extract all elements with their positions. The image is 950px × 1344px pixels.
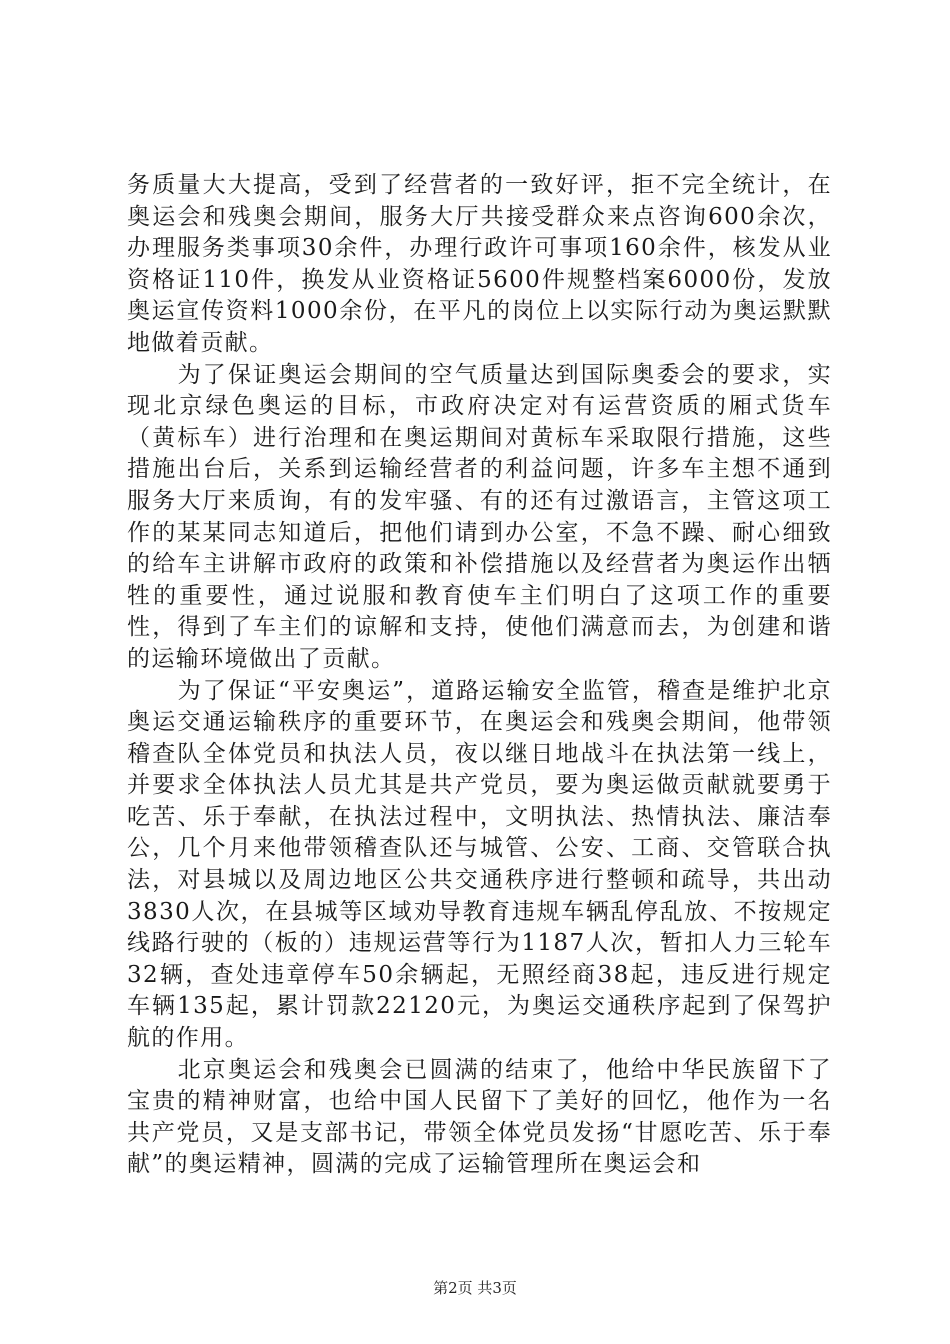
paragraph-green-olympics: 为了保证奥运会期间的空气质量达到国际奥委会的要求，实现北京绿色奥运的目标，市政府决定对有运营资质的厢式货车（黄标车）进行治理和在奥运期间对黄标车采取限行措施，这些措施出台后，关系到运输经营者的利益问题，许多车主想不通到服务大厅来质询，有的发牢骚、有的还有过激语言，主管这项工作的某某同志知道后，把他们请到办公室，不急不躁、耐心细致的给车主讲解市政府的政策和补偿措施以及经营者为奥运作出牺牲的重要性，通过说服和教育使车主们明白了这项工作的重要性，得到了车主们的谅解和支持，使他们满意而去，为创建和谐的运输环境做出了贡献。 bbox=[127, 361, 832, 672]
paragraph-continued: 务质量大大提高，受到了经营者的一致好评，拒不完全统计，在奥运会和残奥会期间，服务大厅共接受群众来点咨询600余次，办理服务类事项30余件，办理行政许可事项160余件，核发从业资格证110件，换发从业资格证5600件规整档案6000份，发放奥运宣传资料1000余份，在平凡的岗位上以实际行动为奥运默默地做着贡献。 bbox=[127, 172, 832, 356]
paragraph-safe-olympics: 为了保证“平安奥运”，道路运输安全监管，稽查是维护北京奥运交通运输秩序的重要环节，在奥运会和残奥会期间，他带领稽查队全体党员和执法人员，夜以继日地战斗在执法第一线上，并要求全体执法人员尤其是共产党员，要为奥运做贡献就要勇于吃苦、乐于奉献，在执法过程中，文明执法、热情执法、廉洁奉公，几个月来他带领稽查队还与城管、公安、工商、交管联合执法，对县城以及周边地区公共交通秩序进行整顿和疏导，共出动3830人次，在县城等区域劝导教育违规车辆乱停乱放、不按规定线路行驶的（板的）违规运营等行为1187人次，暂扣人力三轮车32辆，查处违章停车50余辆起，无照经商38起，违反进行规定车辆135起，累计罚款22120元，为奥运交通秩序起到了保驾护航的作用。 bbox=[127, 677, 832, 1052]
page-footer: 第2页 共3页 bbox=[433, 1279, 517, 1297]
body-text bbox=[127, 170, 832, 1181]
paragraph-conclusion: 北京奥运会和残奥会已圆满的结束了，他给中华民族留下了宝贵的精神财富，也给中国人民留下了美好的回忆，他作为一名共产党员，又是支部书记，带领全体党员发扬“甘愿吃苦、乐于奉献”的奥运精神，圆满的完成了运输管理所在奥运会和 bbox=[127, 1056, 832, 1178]
